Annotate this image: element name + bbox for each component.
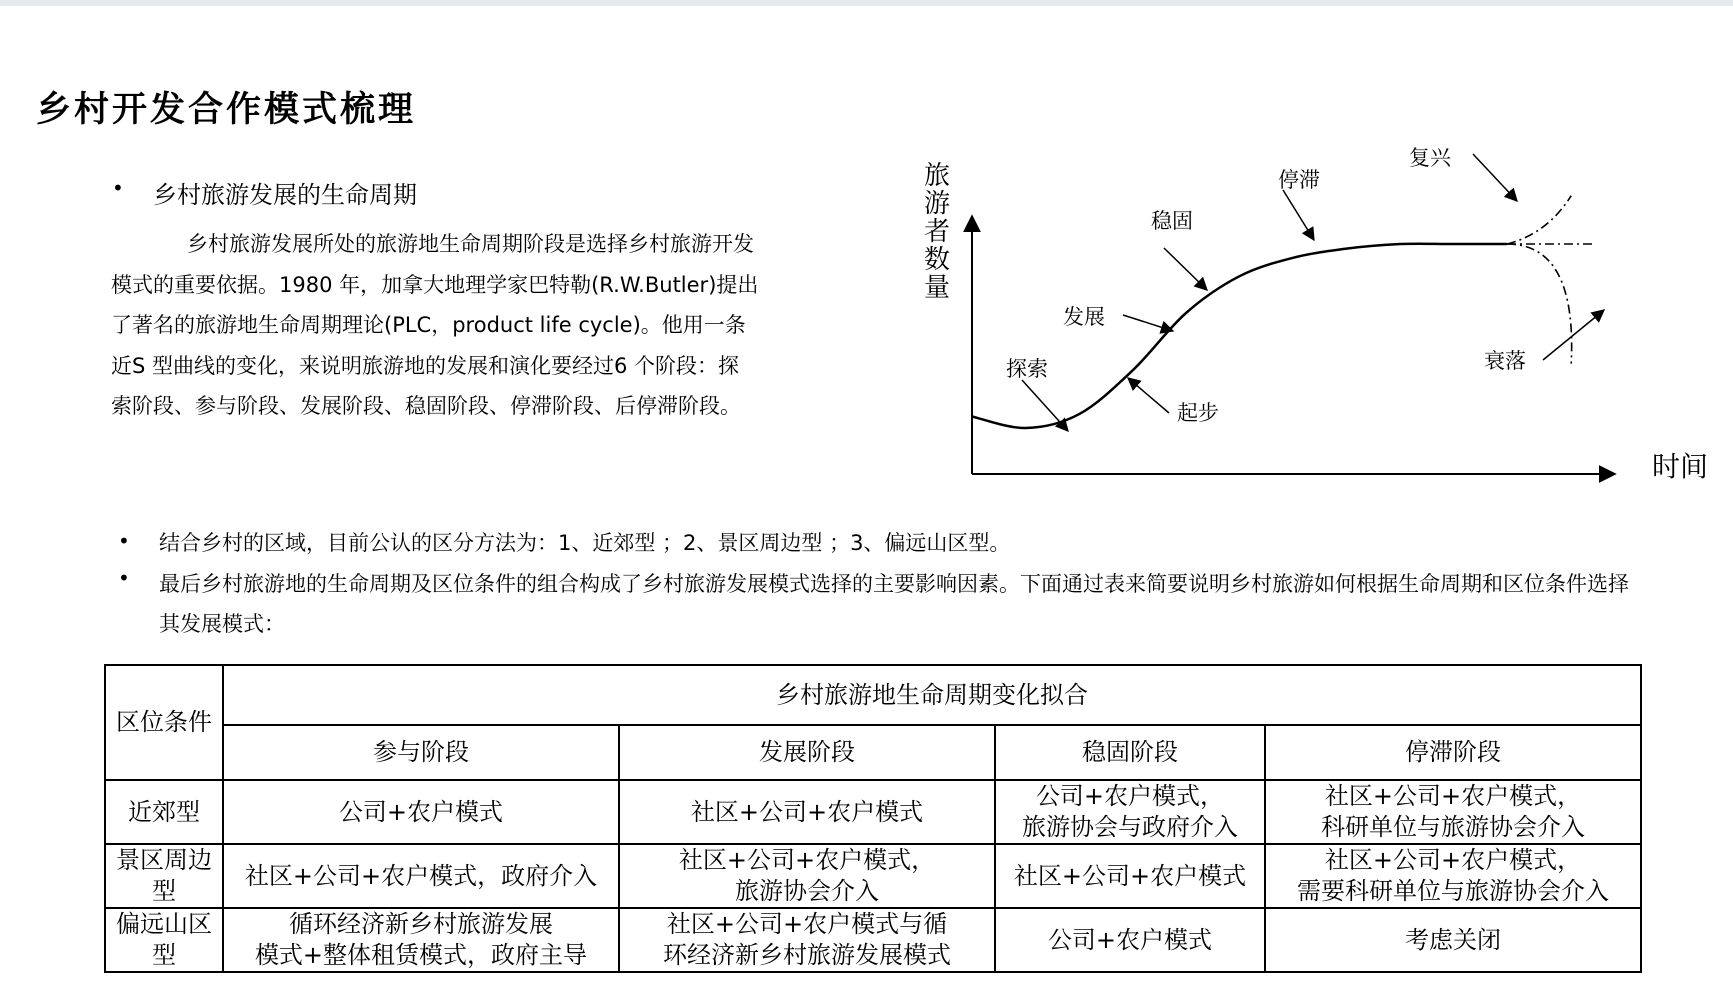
header-location-cell: 区位条件 bbox=[105, 665, 223, 780]
stage-label: 复兴 bbox=[1409, 146, 1451, 170]
y-label-char: 游 bbox=[924, 189, 951, 219]
y-axis-label bbox=[924, 161, 950, 303]
stage-labels bbox=[1006, 146, 1526, 425]
y-label-char: 量 bbox=[924, 273, 951, 303]
selection-factors-text: 最后乡村旅游地的生命周期及区位条件的组合构成了乡村旅游发展模式选择的主要影响因素。下面通过表来简要说明乡村旅游如何根据生命周期和区位条件选择其发展模式： bbox=[159, 572, 1629, 636]
stage-label: 探索 bbox=[1006, 357, 1048, 381]
table-row bbox=[105, 844, 1641, 908]
stage-label: 起步 bbox=[1177, 401, 1219, 425]
mode-cell: 社区+公司+农户模式 bbox=[995, 844, 1265, 908]
location-cell: 近郊型 bbox=[105, 780, 223, 844]
branch-curve bbox=[1507, 196, 1571, 244]
bullet-marker: • bbox=[118, 529, 130, 553]
mode-cell: 社区+公司+农户模式， 旅游协会介入 bbox=[619, 844, 995, 908]
y-label-char: 数 bbox=[924, 245, 951, 275]
stage-arrows bbox=[1022, 154, 1604, 431]
para-line: 索阶段、参与阶段、发展阶段、稳固阶段、停滞阶段、后停滞阶段。 bbox=[111, 394, 741, 418]
top-bar bbox=[0, 0, 1733, 6]
stage-header-cell: 参与阶段 bbox=[223, 725, 619, 780]
mode-cell: 社区+公司+农户模式， 科研单位与旅游协会介入 bbox=[1265, 780, 1641, 844]
stage-arrow bbox=[1283, 190, 1314, 240]
para-line: 了著名的旅游地生命周期理论(PLC，product life cycle)。他用一条 bbox=[111, 313, 746, 337]
stage-arrow bbox=[1473, 154, 1517, 201]
y-label-char: 旅 bbox=[924, 161, 951, 191]
stage-arrow bbox=[1128, 378, 1169, 413]
mode-cell: 社区+公司+农户模式，政府介入 bbox=[223, 844, 619, 908]
mode-cell: 公司+农户模式 bbox=[995, 908, 1265, 972]
bullet-marker: • bbox=[118, 566, 130, 590]
stage-label: 衰落 bbox=[1484, 349, 1526, 373]
x-axis-label: 时间 bbox=[1652, 450, 1709, 483]
mode-cell: 公司+农户模式， 旅游协会与政府介入 bbox=[995, 780, 1265, 844]
header-lifecycle-cell: 乡村旅游地生命周期变化拟合 bbox=[223, 665, 1641, 725]
mode-cell: 公司+农户模式 bbox=[223, 780, 619, 844]
stage-arrow bbox=[1543, 310, 1604, 360]
stage-label: 发展 bbox=[1063, 305, 1105, 329]
para-line: 模式的重要依据。1980 年，加拿大地理学家巴特勒(R.W.Butler)提出 bbox=[111, 272, 759, 297]
mode-cell: 社区+公司+农户模式 bbox=[619, 780, 995, 844]
mode-cell: 社区+公司+农户模式， 需要科研单位与旅游协会介入 bbox=[1265, 844, 1641, 908]
lifecycle-curve bbox=[972, 244, 1507, 428]
section-heading: 乡村旅游发展的生命周期 bbox=[153, 181, 417, 209]
stage-arrow bbox=[1123, 315, 1173, 331]
stage-header-cell: 停滞阶段 bbox=[1265, 725, 1641, 780]
table-stage-row bbox=[105, 725, 1641, 780]
stage-arrow bbox=[1022, 380, 1068, 431]
location-cell: 偏远山区 型 bbox=[105, 908, 223, 972]
para-line: 乡村旅游发展所处的旅游地生命周期阶段是选择乡村旅游开发 bbox=[187, 232, 754, 256]
mode-cell: 循环经济新乡村旅游发展 模式+整体租赁模式，政府主导 bbox=[223, 908, 619, 972]
para-line: 近S 型曲线的变化，来说明旅游地的发展和演化要经过6 个阶段：探 bbox=[111, 353, 740, 378]
stage-label: 稳固 bbox=[1151, 209, 1193, 233]
lifecycle-chart bbox=[900, 140, 1720, 490]
stage-header-cell: 发展阶段 bbox=[619, 725, 995, 780]
development-mode-table bbox=[104, 664, 1642, 973]
table-row bbox=[105, 780, 1641, 844]
mode-cell: 考虑关闭 bbox=[1265, 908, 1641, 972]
page-title: 乡村开发合作模式梳理 bbox=[36, 90, 417, 130]
intro-paragraph bbox=[111, 224, 811, 427]
table-header-row bbox=[105, 665, 1641, 725]
mode-cell: 社区+公司+农户模式与循 环经济新乡村旅游发展模式 bbox=[619, 908, 995, 972]
bullet-marker: • bbox=[112, 176, 124, 200]
y-label-char: 者 bbox=[924, 217, 951, 247]
stage-label: 停滞 bbox=[1278, 168, 1320, 192]
region-classification-text: 结合乡村的区域，目前公认的区分方法为：1、近郊型 ；2、景区周边型 ；3、偏远山区型。 bbox=[159, 531, 1011, 555]
stage-arrow bbox=[1164, 248, 1207, 290]
table-row bbox=[105, 908, 1641, 972]
location-cell: 景区周边 型 bbox=[105, 844, 223, 908]
branch-curve bbox=[1507, 244, 1572, 364]
stage-header-cell: 稳固阶段 bbox=[995, 725, 1265, 780]
